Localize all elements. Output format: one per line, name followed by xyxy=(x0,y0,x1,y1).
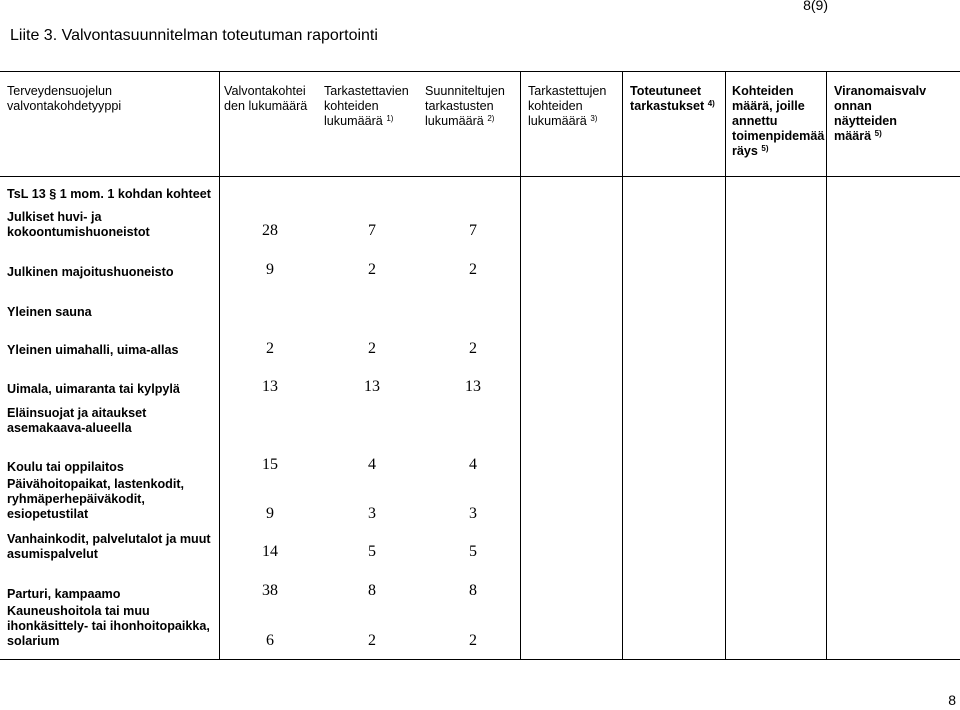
row-label: Yleinen sauna xyxy=(7,305,92,319)
row-label: Eläinsuojat ja aitaukset asemakaava-alueella xyxy=(7,406,147,435)
column-header-samples: Viranomaisvalv onnan näytteiden määrä $^{5)}$ xyxy=(834,84,927,143)
cell-value: 13 xyxy=(262,378,278,395)
cell-value: 8 xyxy=(469,582,477,599)
header-divider xyxy=(0,176,960,177)
cell-value: 2 xyxy=(266,340,274,357)
cell-value: 28 xyxy=(262,222,278,239)
row-label: Koulu tai oppilaitos xyxy=(7,460,124,474)
cell-value: 38 xyxy=(262,582,278,599)
cell-value: 6 xyxy=(266,632,274,649)
cell-value: 7 xyxy=(368,222,376,239)
column-divider xyxy=(520,71,521,660)
column-header-type: Terveydensuojelun valvontakohdetyyppi xyxy=(7,84,122,113)
cell-value: 3 xyxy=(469,505,477,522)
document-title: Liite 3. Valvontasuunnitelman toteutuman raportointi xyxy=(10,27,378,44)
cell-value: 3 xyxy=(368,505,376,522)
column-divider xyxy=(725,71,726,660)
row-label: Julkiset huvi- ja kokoontumishuoneistot xyxy=(7,210,150,239)
row-label: Uimala, uimaranta tai kylpylä xyxy=(7,382,180,396)
column-header-count: Valvontakohtei den lukumäärä xyxy=(224,84,308,113)
cell-value: 13 xyxy=(364,378,380,395)
cell-value: 4 xyxy=(469,456,477,473)
column-header-planned: Suunniteltujen tarkastusten lukumäärä $^{2)}$ xyxy=(425,84,505,128)
cell-value: 2 xyxy=(368,632,376,649)
column-header-completed: Toteutuneet tarkastukset $^{4)}$ xyxy=(630,84,715,113)
cell-value: 15 xyxy=(262,456,278,473)
cell-value: 2 xyxy=(469,632,477,649)
page-reference: 8(9) xyxy=(803,0,828,13)
page-number: 8 xyxy=(948,692,956,708)
cell-value: 2 xyxy=(368,340,376,357)
cell-value: 9 xyxy=(266,261,274,278)
column-header-measures: Kohteiden määrä, joille annettu toimenpidemää räys $^{5)}$ xyxy=(732,84,825,158)
row-label: Yleinen uimahalli, uima-allas xyxy=(7,343,179,357)
cell-value: 8 xyxy=(368,582,376,599)
cell-value: 4 xyxy=(368,456,376,473)
row-label: Vanhainkodit, palvelutalot ja muut asumispalvelut xyxy=(7,532,211,561)
column-divider xyxy=(826,71,827,660)
cell-value: 9 xyxy=(266,505,274,522)
cell-value: 5 xyxy=(368,543,376,560)
column-divider xyxy=(219,71,220,660)
cell-value: 7 xyxy=(469,222,477,239)
cell-value: 2 xyxy=(368,261,376,278)
report-table xyxy=(0,71,960,660)
section-heading: TsL 13 § 1 mom. 1 kohdan kohteet xyxy=(7,187,211,201)
cell-value: 2 xyxy=(469,261,477,278)
row-label: Kauneushoitola tai muu ihonkäsittely- tai ihonhoitopaikka, solarium xyxy=(7,604,210,648)
cell-value: 14 xyxy=(262,543,278,560)
row-label: Julkinen majoitushuoneisto xyxy=(7,265,174,279)
row-label: Päivähoitopaikat, lastenkodit, ryhmäperhepäiväkodit, esiopetustilat xyxy=(7,477,185,521)
column-header-to-inspect: Tarkastettavien kohteiden lukumäärä $^{1)}$ xyxy=(324,84,409,128)
column-divider xyxy=(622,71,623,660)
cell-value: 2 xyxy=(469,340,477,357)
column-header-inspected: Tarkastettujen kohteiden lukumäärä $^{3)}$ xyxy=(528,84,607,128)
cell-value: 13 xyxy=(465,378,481,395)
row-label: Parturi, kampaamo xyxy=(7,587,121,601)
cell-value: 5 xyxy=(469,543,477,560)
